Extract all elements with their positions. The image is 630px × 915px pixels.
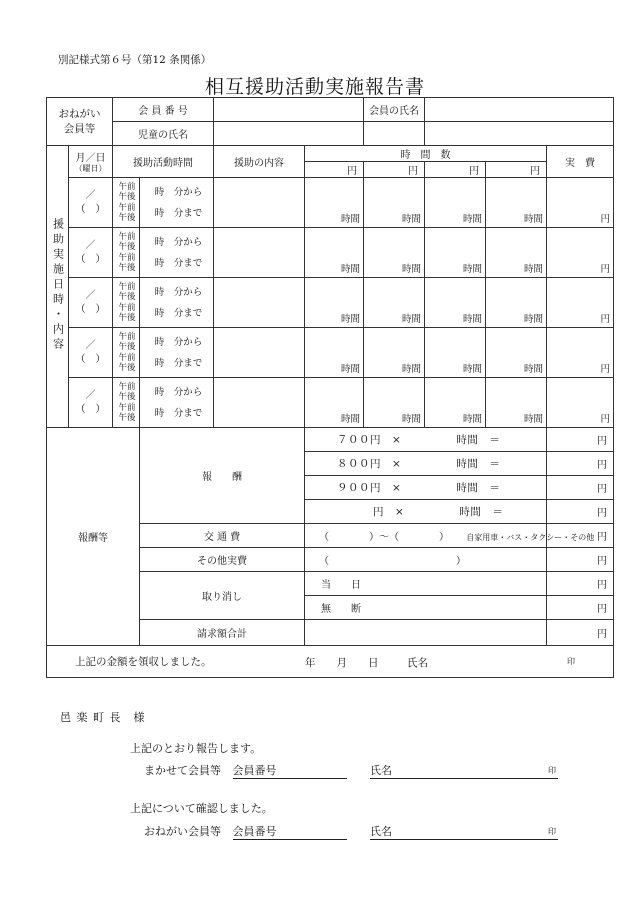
rate-800[interactable]: ８００円 × 時間 ＝ xyxy=(305,452,547,476)
hours-cell[interactable]: 時間 xyxy=(364,278,425,328)
hours-cell[interactable]: 時間 xyxy=(305,228,364,278)
time-header: 援助活動時間 xyxy=(113,146,214,178)
hours-cell[interactable]: 時間 xyxy=(364,378,425,428)
helper-member-no[interactable]: 会員番号 xyxy=(233,762,347,779)
cancel-yen[interactable]: 円 xyxy=(547,572,614,596)
member-name-label: 会員の氏名 xyxy=(364,98,425,122)
helper-name[interactable]: 氏名 印 xyxy=(370,764,556,777)
cost-header: 実 費 xyxy=(547,146,614,178)
activity-row-5 xyxy=(47,378,614,403)
reward-section-label: 報酬等 xyxy=(47,428,140,646)
total-field[interactable] xyxy=(305,620,547,646)
member-no-label: 会 員 番 号 xyxy=(113,98,214,122)
cancel-noshow[interactable]: 無 断 xyxy=(305,596,547,620)
unit-yen: 円 xyxy=(305,162,364,178)
cancel-label: 取り消し xyxy=(140,572,305,620)
requester-name[interactable]: 氏名 印 xyxy=(370,825,556,838)
reward-yen[interactable]: 円 xyxy=(547,476,614,500)
hours-cell[interactable]: 時間 xyxy=(486,228,547,278)
requester-label: おねがい 会員等 xyxy=(47,98,113,146)
hours-cell[interactable]: 時間 xyxy=(486,178,547,228)
helper-sign-line[interactable]: まかせて会員等 会員番号 氏名 印 xyxy=(144,764,556,777)
rate-700[interactable]: ７００円 × 時間 ＝ xyxy=(305,428,547,452)
hours-cell[interactable]: 時間 xyxy=(425,228,486,278)
other-cost-field[interactable]: （ ） xyxy=(305,548,547,572)
requester-sign-line[interactable]: おねがい会員等 会員番号 氏名 印 xyxy=(144,825,556,838)
content-cell[interactable] xyxy=(214,278,305,328)
content-cell[interactable] xyxy=(214,328,305,378)
content-cell[interactable] xyxy=(214,178,305,228)
cost-cell[interactable]: 円 xyxy=(547,178,614,228)
hours-cell[interactable]: 時間 xyxy=(305,278,364,328)
unit-yen: 円 xyxy=(364,162,425,178)
time-cell[interactable]: 時 分から 時 分まで xyxy=(140,378,214,428)
child-name-field-2[interactable] xyxy=(364,122,425,146)
hours-cell[interactable]: 時間 xyxy=(305,178,364,228)
date-cell[interactable]: ／ （ ） xyxy=(69,178,113,228)
hours-cell[interactable]: 時間 xyxy=(486,328,547,378)
other-cost-label: その他実費 xyxy=(140,548,305,572)
page-title: 相互援助活動実施報告書 xyxy=(204,76,425,98)
activity-row-3 xyxy=(47,278,614,303)
time-cell[interactable]: 時 分から 時 分まで xyxy=(140,328,214,378)
ampm-cell[interactable]: 午前 午後 午前 午後 xyxy=(113,378,140,428)
rate-900[interactable]: ９００円 × 時間 ＝ xyxy=(305,476,547,500)
transport-field[interactable]: （ ）～（ ） 自家用車・バス・タクシー・その他 xyxy=(305,524,547,548)
hours-cell[interactable]: 時間 xyxy=(425,278,486,328)
unit-yen: 円 xyxy=(425,162,486,178)
child-name-field[interactable] xyxy=(214,122,364,146)
content-cell[interactable] xyxy=(214,378,305,428)
reward-label: 報 酬 xyxy=(140,428,305,524)
reward-yen[interactable]: 円 xyxy=(547,452,614,476)
ampm-cell[interactable]: 午前 午後 午前 午後 xyxy=(113,228,140,278)
transport-label: 交 通 費 xyxy=(140,524,305,548)
cancel-today[interactable]: 当 日 xyxy=(305,572,547,596)
date-cell[interactable]: ／ （ ） xyxy=(69,278,113,328)
date-cell[interactable]: ／ （ ） xyxy=(69,328,113,378)
report-text: 上記のとおり報告します。 xyxy=(130,742,262,755)
confirm-text: 上記について確認しました。 xyxy=(130,802,273,815)
reward-yen[interactable]: 円 xyxy=(547,428,614,452)
transport-means: 自家用車・バス・タクシー・その他 xyxy=(466,533,595,542)
activity-row-2 xyxy=(47,228,614,253)
member-name-field[interactable] xyxy=(425,98,614,122)
date-cell[interactable]: ／ （ ） xyxy=(69,378,113,428)
date-cell[interactable]: ／ （ ） xyxy=(69,228,113,278)
form-id: 別記様式第６号（第12 条関係） xyxy=(58,54,212,66)
total-label: 請求額合計 xyxy=(140,620,305,646)
unit-yen: 円 xyxy=(486,162,547,178)
hours-cell[interactable]: 時間 xyxy=(425,328,486,378)
hours-cell[interactable]: 時間 xyxy=(425,178,486,228)
date-header: 月／日 （曜日） xyxy=(69,146,113,178)
hours-cell[interactable]: 時間 xyxy=(364,178,425,228)
hours-cell[interactable]: 時間 xyxy=(486,378,547,428)
cost-cell[interactable]: 円 xyxy=(547,378,614,428)
total-yen[interactable]: 円 xyxy=(547,620,614,646)
rate-custom[interactable]: 円 × 時間 ＝ xyxy=(305,500,547,524)
report-table xyxy=(46,97,614,678)
time-cell[interactable]: 時 分から 時 分まで xyxy=(140,278,214,328)
requester-member-no[interactable]: 会員番号 xyxy=(233,823,347,840)
receipt-row[interactable]: 上記の金額を領収しました。 年 月 日 氏名 印 xyxy=(47,646,614,678)
section-label: 援助実施日時・内容 xyxy=(47,146,69,428)
content-header: 援助の内容 xyxy=(214,146,305,178)
reward-yen[interactable]: 円 xyxy=(547,500,614,524)
hours-cell[interactable]: 時間 xyxy=(364,228,425,278)
cancel-yen[interactable]: 円 xyxy=(547,596,614,620)
hours-cell[interactable]: 時間 xyxy=(425,378,486,428)
cost-cell[interactable]: 円 xyxy=(547,328,614,378)
other-cost-yen[interactable]: 円 xyxy=(547,548,614,572)
activity-row-4 xyxy=(47,328,614,353)
ampm-cell[interactable]: 午前 午後 午前 午後 xyxy=(113,178,140,228)
hours-cell[interactable]: 時間 xyxy=(305,378,364,428)
hours-cell[interactable]: 時間 xyxy=(486,278,547,328)
hours-cell[interactable]: 時間 xyxy=(364,328,425,378)
transport-yen[interactable]: 円 xyxy=(547,524,614,548)
child-name-field-3[interactable] xyxy=(425,122,614,146)
cost-cell[interactable]: 円 xyxy=(547,228,614,278)
cost-cell[interactable]: 円 xyxy=(547,278,614,328)
hours-header: 時 間 数 xyxy=(305,146,547,162)
ampm-cell[interactable]: 午前 午後 午前 午後 xyxy=(113,328,140,378)
time-cell[interactable]: 時 分から 時 分まで xyxy=(140,178,214,228)
content-cell[interactable] xyxy=(214,228,305,278)
activity-row-1 xyxy=(47,178,614,203)
child-name-label: 児童の氏名 xyxy=(113,122,214,146)
hours-cell[interactable]: 時間 xyxy=(305,328,364,378)
addressee: 邑 楽 町 長 様 xyxy=(60,711,146,724)
time-cell[interactable]: 時 分から 時 分まで xyxy=(140,228,214,278)
ampm-cell[interactable]: 午前 午後 午前 午後 xyxy=(113,278,140,328)
member-no-field[interactable] xyxy=(214,98,364,122)
